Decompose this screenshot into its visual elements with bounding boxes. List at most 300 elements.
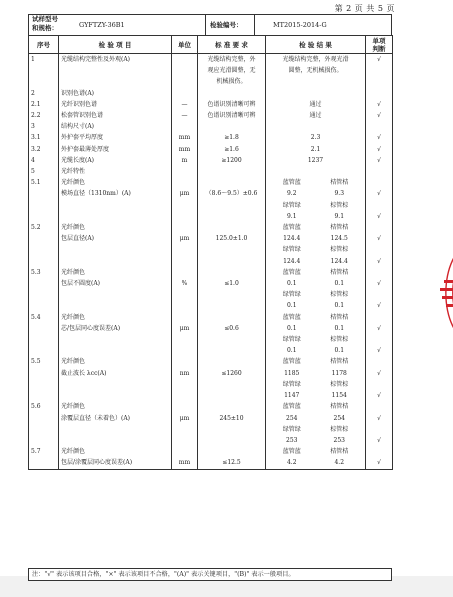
judgement: [366, 401, 393, 412]
unit: [172, 390, 198, 401]
standard-requirement: 观应光滑圆整，无: [198, 65, 266, 76]
result-value-right: 棕管棕: [330, 380, 349, 388]
standard-requirement: 色谱识别清晰可辨: [198, 110, 266, 121]
result-value-left: 1147: [284, 392, 300, 400]
judgement: √: [366, 99, 393, 110]
result-value-left: 绿管绿: [282, 380, 301, 388]
result-value-left: 0.1: [286, 280, 297, 288]
unit: μm: [172, 233, 198, 244]
unit: [172, 424, 198, 435]
judgement: √: [366, 368, 393, 379]
judgement: √: [366, 144, 393, 155]
test-item: 包层直径(A): [59, 233, 172, 244]
test-item: 芯/包层同心度误差(A): [59, 323, 172, 334]
table-row: [29, 300, 393, 311]
result-value-right: 棕管棕: [330, 201, 349, 209]
test-result: [266, 379, 366, 390]
unit: μm: [172, 413, 198, 424]
table-row: [29, 390, 393, 401]
table-header-row: [29, 36, 393, 54]
standard-requirement: ≥1.6: [198, 144, 266, 155]
test-item: [59, 256, 172, 267]
table-row: [29, 222, 393, 233]
table-row: [29, 177, 393, 188]
test-result: [266, 368, 366, 379]
judgement: [366, 446, 393, 457]
table-row: [29, 323, 393, 334]
test-result: [266, 188, 366, 199]
row-number: [29, 244, 59, 255]
unit: [172, 256, 198, 267]
unit: [172, 76, 198, 87]
judgement: [366, 424, 393, 435]
unit: [172, 177, 198, 188]
row-number: 3: [29, 121, 59, 132]
row-number: [29, 413, 59, 424]
test-item: 光缆长度(A): [59, 155, 172, 166]
test-result: [266, 121, 366, 132]
table-row: [29, 99, 393, 110]
result-value-left: 蓝管蓝: [282, 179, 301, 187]
row-number: [29, 435, 59, 446]
row-number: [29, 278, 59, 289]
judgement: √: [366, 345, 393, 356]
unit: [172, 211, 198, 222]
test-item: 松套管识别色谱: [59, 110, 172, 121]
row-number: [29, 334, 59, 345]
header-divider: [205, 15, 206, 36]
col-header-item: 检 验 项 目: [59, 36, 172, 54]
judgement: √: [366, 256, 393, 267]
test-item: 涂覆层直径（未着色）(A): [59, 413, 172, 424]
judgement: √: [366, 278, 393, 289]
row-number: [29, 188, 59, 199]
result-value-left: 0.1: [286, 302, 297, 310]
judgement: [366, 65, 393, 76]
unit: —: [172, 110, 198, 121]
table-row: [29, 356, 393, 367]
judgement: [366, 200, 393, 211]
judgement: √: [366, 211, 393, 222]
unit: [172, 54, 198, 66]
result-value-left: 253: [286, 436, 298, 444]
result-value-left: 124.4: [283, 257, 301, 265]
report-header: [28, 14, 392, 36]
standard-requirement: 光缆结构完整，外: [198, 54, 266, 66]
test-result: [266, 424, 366, 435]
test-result: [266, 278, 366, 289]
test-result: [266, 200, 366, 211]
row-number: 2.2: [29, 110, 59, 121]
row-number: 5.7: [29, 446, 59, 457]
result-value-right: 1178: [331, 369, 347, 377]
result-value-right: 桔管桔: [330, 313, 349, 321]
row-number: 5.4: [29, 312, 59, 323]
test-item: 包层/涂覆层同心度误差(A): [59, 457, 172, 469]
standard-requirement: [198, 222, 266, 233]
unit: —: [172, 99, 198, 110]
judgement: [366, 334, 393, 345]
test-result: [266, 334, 366, 345]
report-number-value: MT2015-2014-G: [273, 21, 327, 29]
table-row: [29, 379, 393, 390]
test-item: 光缆结构完整性及外观(A): [59, 54, 172, 66]
unit: [172, 222, 198, 233]
test-result: [266, 435, 366, 446]
col-header-result: 检 验 结 果: [266, 36, 366, 54]
test-item: 光纤颜色: [59, 222, 172, 233]
result-value-left: 绿管绿: [282, 336, 301, 344]
unit: [172, 345, 198, 356]
test-result: [266, 413, 366, 424]
standard-requirement: ≥1.8: [198, 132, 266, 143]
footnote: 注："√" 表示该项目合格，"×" 表示该项目不合格，"(A)" 表示关键项目，"(B)" 表示一般项目。: [28, 568, 392, 581]
unit: mm: [172, 144, 198, 155]
unit: [172, 200, 198, 211]
row-number: [29, 233, 59, 244]
unit: [172, 166, 198, 177]
test-result: [266, 233, 366, 244]
table-row: [29, 166, 393, 177]
row-number: [29, 200, 59, 211]
standard-requirement: [198, 211, 266, 222]
result-value-right: 1154: [331, 392, 347, 400]
standard-requirement: [198, 345, 266, 356]
unit: [172, 401, 198, 412]
result-value-right: 9.3: [334, 190, 345, 198]
col-header-judgement: 单项 判断: [366, 36, 393, 54]
table-row: [29, 401, 393, 412]
judgement: [366, 379, 393, 390]
col-header-no: 序号: [29, 36, 59, 54]
test-item: [59, 76, 172, 87]
table-row: [29, 345, 393, 356]
table-row: [29, 88, 393, 99]
result-value-right: 棕管棕: [330, 246, 349, 254]
test-result: 通过: [266, 110, 366, 121]
row-number: 5.3: [29, 267, 59, 278]
result-value-right: 桔管桔: [330, 224, 349, 232]
unit: [172, 312, 198, 323]
standard-requirement: [198, 121, 266, 132]
row-number: [29, 256, 59, 267]
standard-requirement: ≥1200: [198, 155, 266, 166]
test-result: 圆整，无机械损伤。: [266, 65, 366, 76]
row-number: [29, 457, 59, 469]
unit: [172, 446, 198, 457]
test-item: [59, 200, 172, 211]
table-row: [29, 312, 393, 323]
standard-requirement: [198, 312, 266, 323]
test-item: 识别色谱(A): [59, 88, 172, 99]
standard-requirement: [198, 446, 266, 457]
test-result: 通过: [266, 99, 366, 110]
row-number: [29, 368, 59, 379]
result-value-left: 0.1: [286, 324, 297, 332]
standard-requirement: [198, 435, 266, 446]
unit: [172, 88, 198, 99]
standard-requirement: [198, 88, 266, 99]
result-value-right: 124.5: [330, 235, 348, 243]
standard-requirement: [198, 379, 266, 390]
model-label: 试样型号 和规格：: [32, 15, 58, 32]
row-number: [29, 65, 59, 76]
table-row: [29, 233, 393, 244]
model-value: GYFTZY-36B1: [79, 21, 125, 29]
judgement: [366, 76, 393, 87]
result-value-left: 蓝管蓝: [282, 313, 301, 321]
standard-requirement: [198, 300, 266, 311]
test-result: [266, 390, 366, 401]
result-value-left: 1185: [284, 369, 300, 377]
judgement: [366, 121, 393, 132]
judgement: √: [366, 155, 393, 166]
result-value-left: 蓝管蓝: [282, 448, 301, 456]
test-item: 光纤特性: [59, 166, 172, 177]
test-item: [59, 334, 172, 345]
result-value-right: 253: [333, 436, 345, 444]
table-row: [29, 200, 393, 211]
test-result: [266, 312, 366, 323]
judgement: √: [366, 54, 393, 66]
test-result: 2.1: [266, 144, 366, 155]
judgement: [366, 289, 393, 300]
standard-requirement: 125.0±1.0: [198, 233, 266, 244]
judgement: √: [366, 390, 393, 401]
test-item: [59, 211, 172, 222]
test-item: [59, 289, 172, 300]
table-row: [29, 211, 393, 222]
test-result: 光缆结构完整，外观光滑: [266, 54, 366, 66]
row-number: 5.5: [29, 356, 59, 367]
result-value-right: 桔管桔: [330, 268, 349, 276]
standard-requirement: ≤12.5: [198, 457, 266, 469]
test-result: [266, 401, 366, 412]
test-item: 光纤颜色: [59, 177, 172, 188]
unit: [172, 435, 198, 446]
unit: nm: [172, 368, 198, 379]
unit: [172, 356, 198, 367]
judgement: √: [366, 110, 393, 121]
standard-requirement: ≤1.0: [198, 278, 266, 289]
standard-requirement: [198, 424, 266, 435]
result-value-right: 0.1: [334, 324, 345, 332]
col-header-unit: 单位: [172, 36, 198, 54]
standard-requirement: [198, 166, 266, 177]
table-row: [29, 278, 393, 289]
table-row: [29, 435, 393, 446]
result-value-left: 蓝管蓝: [282, 268, 301, 276]
row-number: 3.1: [29, 132, 59, 143]
result-value-left: 蓝管蓝: [282, 403, 301, 411]
unit: %: [172, 278, 198, 289]
result-value-left: 绿管绿: [282, 425, 301, 433]
unit: [172, 289, 198, 300]
test-result: [266, 356, 366, 367]
row-number: [29, 345, 59, 356]
row-number: 1: [29, 54, 59, 66]
unit: [172, 121, 198, 132]
result-value-right: 棕管棕: [330, 291, 349, 299]
standard-requirement: [198, 390, 266, 401]
judgement: √: [366, 188, 393, 199]
test-item: [59, 300, 172, 311]
table-row: [29, 256, 393, 267]
result-value-right: 桔管桔: [330, 403, 349, 411]
standard-requirement: ≤0.6: [198, 323, 266, 334]
test-item: [59, 65, 172, 76]
result-value-right: 254: [333, 414, 345, 422]
row-number: 2.1: [29, 99, 59, 110]
standard-requirement: [198, 256, 266, 267]
table-row: [29, 132, 393, 143]
test-item: [59, 390, 172, 401]
test-item: 光纤识别色谱: [59, 99, 172, 110]
row-number: [29, 300, 59, 311]
table-row: [29, 76, 393, 87]
judgement: √: [366, 323, 393, 334]
judgement: [366, 267, 393, 278]
table-row: [29, 244, 393, 255]
judgement: [366, 88, 393, 99]
row-number: [29, 390, 59, 401]
table-row: [29, 289, 393, 300]
unit: mm: [172, 457, 198, 469]
test-item: 外护套最薄处厚度: [59, 144, 172, 155]
unit: [172, 300, 198, 311]
result-value-left: 9.1: [286, 212, 297, 220]
unit: μm: [172, 323, 198, 334]
row-number: [29, 289, 59, 300]
standard-requirement: 245±10: [198, 413, 266, 424]
row-number: 5.6: [29, 401, 59, 412]
test-result: [266, 300, 366, 311]
row-number: 5: [29, 166, 59, 177]
row-number: 5.1: [29, 177, 59, 188]
table-row: [29, 54, 393, 66]
result-value-left: 绿管绿: [282, 246, 301, 254]
unit: [172, 334, 198, 345]
table-row: [29, 413, 393, 424]
row-number: [29, 379, 59, 390]
judgement: √: [366, 457, 393, 469]
test-item: [59, 435, 172, 446]
page-number: 第 2 页 共 5 页: [334, 4, 395, 13]
test-result: [266, 267, 366, 278]
test-result: 2.3: [266, 132, 366, 143]
result-value-right: 0.1: [334, 302, 345, 310]
test-result: [266, 211, 366, 222]
test-item: [59, 379, 172, 390]
test-result: 1237: [266, 155, 366, 166]
row-number: [29, 323, 59, 334]
judgement: [366, 356, 393, 367]
unit: [172, 267, 198, 278]
result-value-right: 棕管棕: [330, 425, 349, 433]
test-item: 包层不圆度(A): [59, 278, 172, 289]
result-value-right: 棕管棕: [330, 336, 349, 344]
test-result: [266, 457, 366, 469]
judgement: √: [366, 132, 393, 143]
test-result: [266, 256, 366, 267]
row-number: [29, 76, 59, 87]
result-value-left: 124.4: [283, 235, 301, 243]
test-result: [266, 166, 366, 177]
report-number-label: 检验编号：: [210, 21, 243, 29]
standard-requirement: [198, 401, 266, 412]
standard-requirement: 色谱识别清晰可辨: [198, 99, 266, 110]
test-result: [266, 446, 366, 457]
standard-requirement: 机械损伤。: [198, 76, 266, 87]
judgement: [366, 177, 393, 188]
standard-requirement: [198, 177, 266, 188]
result-value-right: 0.1: [334, 347, 345, 355]
table-row: [29, 155, 393, 166]
test-item: 模场直径（1310nm）(A): [59, 188, 172, 199]
test-item: 光纤颜色: [59, 267, 172, 278]
table-row: [29, 446, 393, 457]
judgement: [366, 166, 393, 177]
inspection-stamp-icon: [430, 238, 453, 348]
test-item: 结构尺寸(A): [59, 121, 172, 132]
test-item: [59, 424, 172, 435]
standard-requirement: [198, 244, 266, 255]
test-item: 光纤颜色: [59, 356, 172, 367]
result-value-left: 254: [286, 414, 298, 422]
row-number: [29, 211, 59, 222]
test-result: [266, 76, 366, 87]
judgement: √: [366, 435, 393, 446]
table-row: [29, 110, 393, 121]
result-value-right: 桔管桔: [330, 448, 349, 456]
header-divider: [254, 15, 255, 36]
test-result: [266, 222, 366, 233]
test-result: [266, 88, 366, 99]
standard-requirement: [198, 200, 266, 211]
test-result: [266, 177, 366, 188]
result-value-right: 124.4: [330, 257, 348, 265]
test-item: 截止波长 λcc(A): [59, 368, 172, 379]
result-value-left: 9.2: [286, 190, 297, 198]
result-value-left: 0.1: [286, 347, 297, 355]
table-row: [29, 334, 393, 345]
unit: μm: [172, 188, 198, 199]
standard-requirement: [198, 267, 266, 278]
table-row: [29, 188, 393, 199]
table-row: [29, 267, 393, 278]
inspection-table: [28, 35, 393, 470]
result-value-right: 桔管桔: [330, 179, 349, 187]
unit: [172, 379, 198, 390]
table-row: [29, 424, 393, 435]
standard-requirement: （8.6～9.5）±0.6: [198, 188, 266, 199]
table-row: [29, 368, 393, 379]
unit: [172, 244, 198, 255]
test-result: [266, 345, 366, 356]
result-value-right: 0.1: [334, 280, 345, 288]
table-body: [29, 54, 393, 470]
result-value-left: 4.2: [286, 459, 297, 467]
standard-requirement: [198, 334, 266, 345]
row-number: 5.2: [29, 222, 59, 233]
test-item: [59, 345, 172, 356]
test-item: 光纤颜色: [59, 312, 172, 323]
standard-requirement: [198, 289, 266, 300]
judgement: √: [366, 413, 393, 424]
judgement: [366, 244, 393, 255]
test-result: [266, 289, 366, 300]
table-row: [29, 121, 393, 132]
